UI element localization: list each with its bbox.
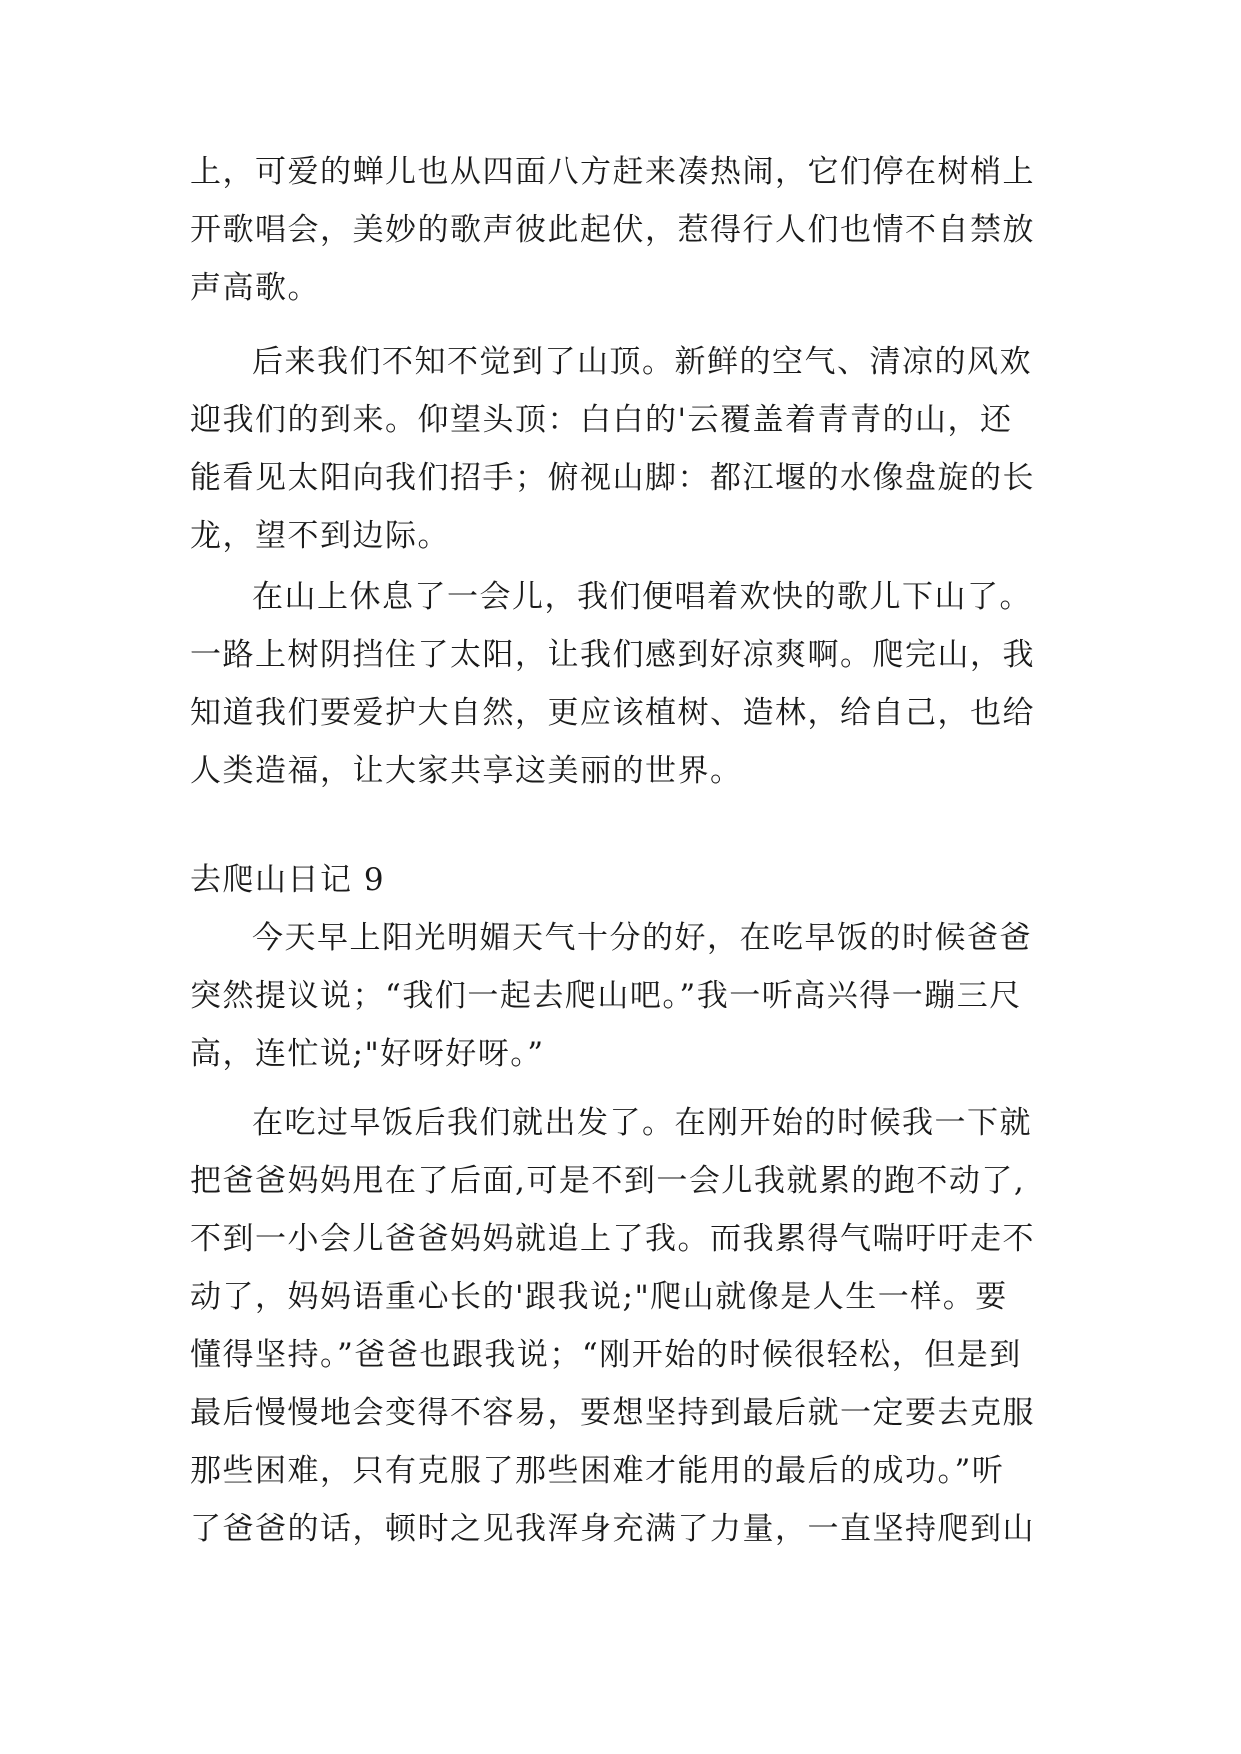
text-line: 了爸爸的话，顿时之见我浑身充满了力量，一直坚持爬到山	[190, 1511, 1035, 1547]
text-line: 声高歌。	[190, 270, 320, 306]
text-line: 一路上树阴挡住了太阳，让我们感到好凉爽啊。爬完山，我	[190, 637, 1035, 673]
text-line: 人类造福，让大家共享这美丽的世界。	[190, 753, 743, 789]
text-line: 那些困难，只有克服了那些困难才能用的最后的成功。”听	[190, 1453, 1005, 1489]
text-line: 高，连忙说;"好呀好呀。”	[190, 1036, 545, 1072]
text-line: 动了，妈妈语重心长的'跟我说;"爬山就像是人生一样。要	[190, 1279, 1008, 1315]
text-line: 迎我们的到来。仰望头顶：白白的'云覆盖着青青的山，还	[190, 402, 1013, 438]
text-line: 龙，望不到边际。	[190, 518, 450, 554]
paragraph-first-line: 在山上休息了一会儿，我们便唱着欢快的歌儿下山了。	[252, 579, 1032, 615]
text-line: 把爸爸妈妈甩在了后面,可是不到一会儿我就累的跑不动了,	[190, 1163, 1026, 1199]
text-line: 不到一小会儿爸爸妈妈就追上了我。而我累得气喘吁吁走不	[190, 1221, 1035, 1257]
paragraph-first-line: 在吃过早饭后我们就出发了。在刚开始的时候我一下就	[252, 1105, 1032, 1141]
paragraph-first-line: 后来我们不知不觉到了山顶。新鲜的空气、清凉的风欢	[252, 344, 1032, 380]
text-line: 突然提议说；“我们一起去爬山吧。”我一听高兴得一蹦三尺	[190, 978, 1022, 1014]
section-heading: 去爬山日记 9	[190, 862, 386, 898]
text-line: 开歌唱会，美妙的歌声彼此起伏，惹得行人们也情不自禁放	[190, 212, 1035, 248]
paragraph-first-line: 今天早上阳光明媚天气十分的好，在吃早饭的时候爸爸	[252, 920, 1032, 956]
text-line: 懂得坚持。”爸爸也跟我说；“刚开始的时候很轻松，但是到	[190, 1337, 1022, 1373]
text-line: 知道我们要爱护大自然，更应该植树、造林，给自己，也给	[190, 695, 1035, 731]
text-line: 能看见太阳向我们招手；俯视山脚：都江堰的水像盘旋的长	[190, 460, 1035, 496]
text-line: 最后慢慢地会变得不容易，要想坚持到最后就一定要去克服	[190, 1395, 1035, 1431]
text-line: 上，可爱的蝉儿也从四面八方赶来凑热闹，它们停在树梢上	[190, 154, 1035, 190]
